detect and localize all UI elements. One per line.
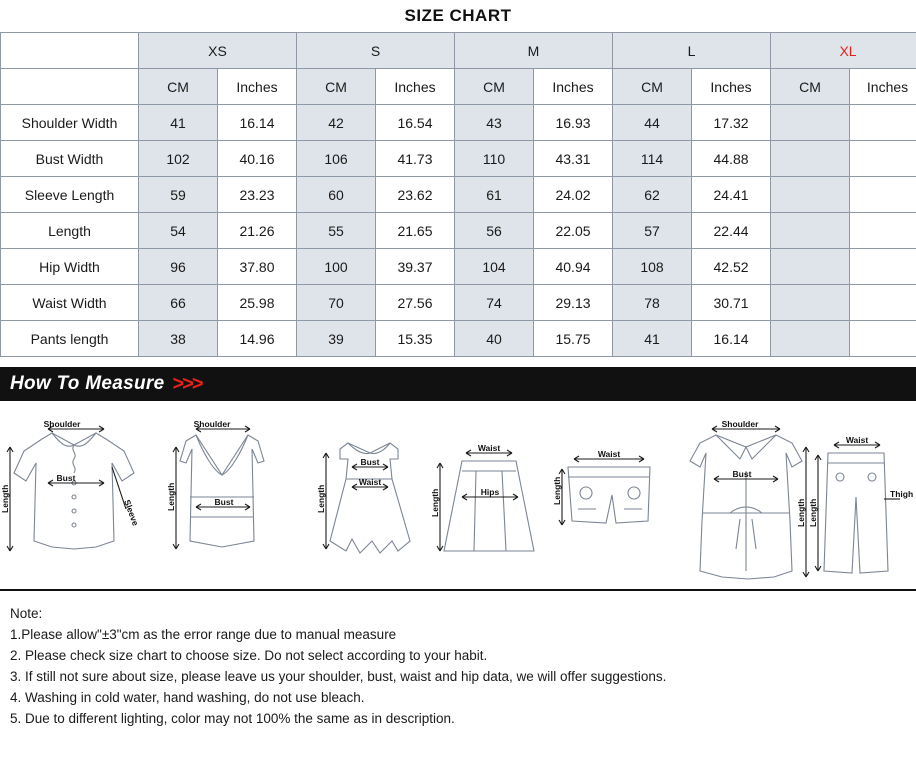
cell-bust-width-xs-cm: 102: [139, 141, 218, 177]
row-label-waist-width: Waist Width: [1, 285, 139, 321]
cell-length-l-cm: 57: [613, 213, 692, 249]
cell-hip-width-m-cm: 104: [455, 249, 534, 285]
cell-pants-length-m-cm: 40: [455, 321, 534, 357]
label-shoulder: Shoulder: [193, 419, 231, 429]
cell-sleeve-length-m-cm: 61: [455, 177, 534, 213]
label-hips: Hips: [480, 487, 500, 497]
cell-hip-width-xs-in: 37.80: [218, 249, 297, 285]
cell-waist-width-xl-cm: [771, 285, 850, 321]
unit-cm-xs: CM: [139, 69, 218, 105]
note-line-2: 2. Please check size chart to choose size. Do not select according to your habit.: [10, 648, 488, 663]
cell-waist-width-l-in: 30.71: [692, 285, 771, 321]
note-line-5: 5. Due to different lighting, color may not 100% the same as in description.: [10, 711, 455, 726]
label-bust: Bust: [360, 457, 380, 467]
table-body: [1, 105, 916, 357]
cell-sleeve-length-l-in: 24.41: [692, 177, 771, 213]
label-length: Length: [430, 488, 440, 517]
cell-sleeve-length-xs-cm: 59: [139, 177, 218, 213]
table-row: [1, 285, 916, 321]
cell-bust-width-xl-in: [850, 141, 916, 177]
cell-hip-width-l-cm: 108: [613, 249, 692, 285]
cell-pants-length-xl-cm: [771, 321, 850, 357]
cell-waist-width-s-in: 27.56: [376, 285, 455, 321]
label-length: Length: [316, 484, 326, 513]
size-header-s: S: [297, 33, 455, 69]
label-bust: Bust: [214, 497, 234, 507]
cell-shoulder-width-m-in: 16.93: [534, 105, 613, 141]
cell-bust-width-s-in: 41.73: [376, 141, 455, 177]
table-row: [1, 141, 916, 177]
cell-waist-width-xs-in: 25.98: [218, 285, 297, 321]
label-waist: Waist: [358, 477, 382, 487]
cell-shoulder-width-s-in: 16.54: [376, 105, 455, 141]
cell-shoulder-width-xs-cm: 41: [139, 105, 218, 141]
cell-bust-width-s-cm: 106: [297, 141, 376, 177]
cell-length-s-in: 21.65: [376, 213, 455, 249]
how-to-measure-heading: How To Measure: [10, 373, 165, 394]
cell-length-xs-in: 21.26: [218, 213, 297, 249]
cell-shoulder-width-xl-in: [850, 105, 916, 141]
cell-waist-width-l-cm: 78: [613, 285, 692, 321]
cell-hip-width-xl-cm: [771, 249, 850, 285]
unit-cm-m: CM: [455, 69, 534, 105]
table-row: [1, 321, 916, 357]
cell-shoulder-width-xs-in: 16.14: [218, 105, 297, 141]
label-length: Length: [796, 498, 806, 527]
size-chart-table: [0, 32, 916, 357]
cell-bust-width-l-cm: 114: [613, 141, 692, 177]
figure-dress: [316, 443, 410, 553]
cell-waist-width-xl-in: [850, 285, 916, 321]
cell-length-xs-cm: 54: [139, 213, 218, 249]
unit-in-m: Inches: [534, 69, 613, 105]
cell-sleeve-length-s-in: 23.62: [376, 177, 455, 213]
cell-length-xl-in: [850, 213, 916, 249]
cell-shoulder-width-xl-cm: [771, 105, 850, 141]
table-header-units: [1, 69, 916, 105]
cell-sleeve-length-m-in: 24.02: [534, 177, 613, 213]
unit-cm-l: CM: [613, 69, 692, 105]
cell-sleeve-length-xs-in: 23.23: [218, 177, 297, 213]
cell-length-s-cm: 55: [297, 213, 376, 249]
unit-cm-s: CM: [297, 69, 376, 105]
cell-bust-width-m-in: 43.31: [534, 141, 613, 177]
label-waist: Waist: [845, 435, 869, 445]
figure-shorts: [552, 449, 650, 525]
row-label-sleeve-length: Sleeve Length: [1, 177, 139, 213]
figure-skirt: [430, 443, 534, 551]
cell-bust-width-xs-in: 40.16: [218, 141, 297, 177]
cell-hip-width-xl-in: [850, 249, 916, 285]
label-waist: Waist: [477, 443, 501, 453]
cell-pants-length-xl-in: [850, 321, 916, 357]
cell-pants-length-m-in: 15.75: [534, 321, 613, 357]
note-line-3: 3. If still not sure about size, please leave us your shoulder, bust, waist and hip data, we will offer suggestions.: [10, 669, 667, 684]
size-header-xl: XL: [771, 33, 916, 69]
label-thigh: Thigh: [890, 489, 914, 499]
cell-pants-length-l-cm: 41: [613, 321, 692, 357]
cell-length-xl-cm: [771, 213, 850, 249]
label-bust: Bust: [732, 469, 752, 479]
label-shoulder: Shoulder: [721, 419, 759, 429]
cell-waist-width-s-cm: 70: [297, 285, 376, 321]
cell-bust-width-xl-cm: [771, 141, 850, 177]
how-to-measure-bar: [0, 367, 916, 401]
cell-pants-length-s-in: 15.35: [376, 321, 455, 357]
label-length: Length: [166, 482, 176, 511]
label-bust: Bust: [56, 473, 76, 483]
cell-waist-width-m-in: 29.13: [534, 285, 613, 321]
size-header-l: L: [613, 33, 771, 69]
figure-tank: [166, 419, 264, 549]
cell-hip-width-s-cm: 100: [297, 249, 376, 285]
cell-shoulder-width-l-cm: 44: [613, 105, 692, 141]
table-header-sizes: [1, 33, 916, 69]
unit-in-xs: Inches: [218, 69, 297, 105]
cell-waist-width-xs-cm: 66: [139, 285, 218, 321]
row-label-pants-length: Pants length: [1, 321, 139, 357]
table-row: [1, 105, 916, 141]
table-corner-cell-2: [1, 69, 139, 105]
cell-sleeve-length-s-cm: 60: [297, 177, 376, 213]
label-sleeve: Sleeve: [122, 498, 141, 528]
cell-pants-length-l-in: 16.14: [692, 321, 771, 357]
cell-hip-width-m-in: 40.94: [534, 249, 613, 285]
cell-sleeve-length-xl-cm: [771, 177, 850, 213]
label-length: Length: [808, 498, 818, 527]
table-row: [1, 177, 916, 213]
cell-hip-width-xs-cm: 96: [139, 249, 218, 285]
cell-pants-length-xs-in: 14.96: [218, 321, 297, 357]
cell-sleeve-length-xl-in: [850, 177, 916, 213]
notes-section: [0, 591, 916, 729]
cell-waist-width-m-cm: 74: [455, 285, 534, 321]
note-line-1: 1.Please allow"±3"cm as the error range due to manual measure: [10, 627, 397, 642]
page-title: SIZE CHART: [404, 6, 512, 25]
cell-shoulder-width-m-cm: 43: [455, 105, 534, 141]
cell-pants-length-s-cm: 39: [297, 321, 376, 357]
arrows-icon: >>>: [172, 372, 202, 395]
cell-length-m-in: 22.05: [534, 213, 613, 249]
row-label-hip-width: Hip Width: [1, 249, 139, 285]
size-header-m: M: [455, 33, 613, 69]
row-label-shoulder-width: Shoulder Width: [1, 105, 139, 141]
cell-bust-width-m-cm: 110: [455, 141, 534, 177]
figure-pants: [808, 435, 913, 573]
size-header-xs: XS: [139, 33, 297, 69]
figures-svg: [0, 401, 916, 589]
unit-in-xl: Inches: [850, 69, 916, 105]
cell-length-l-in: 22.44: [692, 213, 771, 249]
label-waist: Waist: [597, 449, 621, 459]
figure-blouse: [0, 419, 141, 551]
row-label-length: Length: [1, 213, 139, 249]
table-row: [1, 213, 916, 249]
table-row: [1, 249, 916, 285]
cell-sleeve-length-l-cm: 62: [613, 177, 692, 213]
cell-shoulder-width-l-in: 17.32: [692, 105, 771, 141]
cell-shoulder-width-s-cm: 42: [297, 105, 376, 141]
row-label-bust-width: Bust Width: [1, 141, 139, 177]
cell-bust-width-l-in: 44.88: [692, 141, 771, 177]
label-length: Length: [552, 476, 562, 505]
note-line-4: 4. Washing in cold water, hand washing, do not use bleach.: [10, 690, 365, 705]
table-corner-cell: [1, 33, 139, 69]
cell-hip-width-s-in: 39.37: [376, 249, 455, 285]
label-shoulder: Shoulder: [43, 419, 81, 429]
notes-heading: Note:: [10, 606, 43, 621]
cell-hip-width-l-in: 42.52: [692, 249, 771, 285]
cell-pants-length-xs-cm: 38: [139, 321, 218, 357]
unit-cm-xl: CM: [771, 69, 850, 105]
unit-in-l: Inches: [692, 69, 771, 105]
measurement-figures: [0, 401, 916, 591]
cell-length-m-cm: 56: [455, 213, 534, 249]
unit-in-s: Inches: [376, 69, 455, 105]
figure-coat: [690, 419, 809, 579]
label-length: Length: [0, 484, 10, 513]
